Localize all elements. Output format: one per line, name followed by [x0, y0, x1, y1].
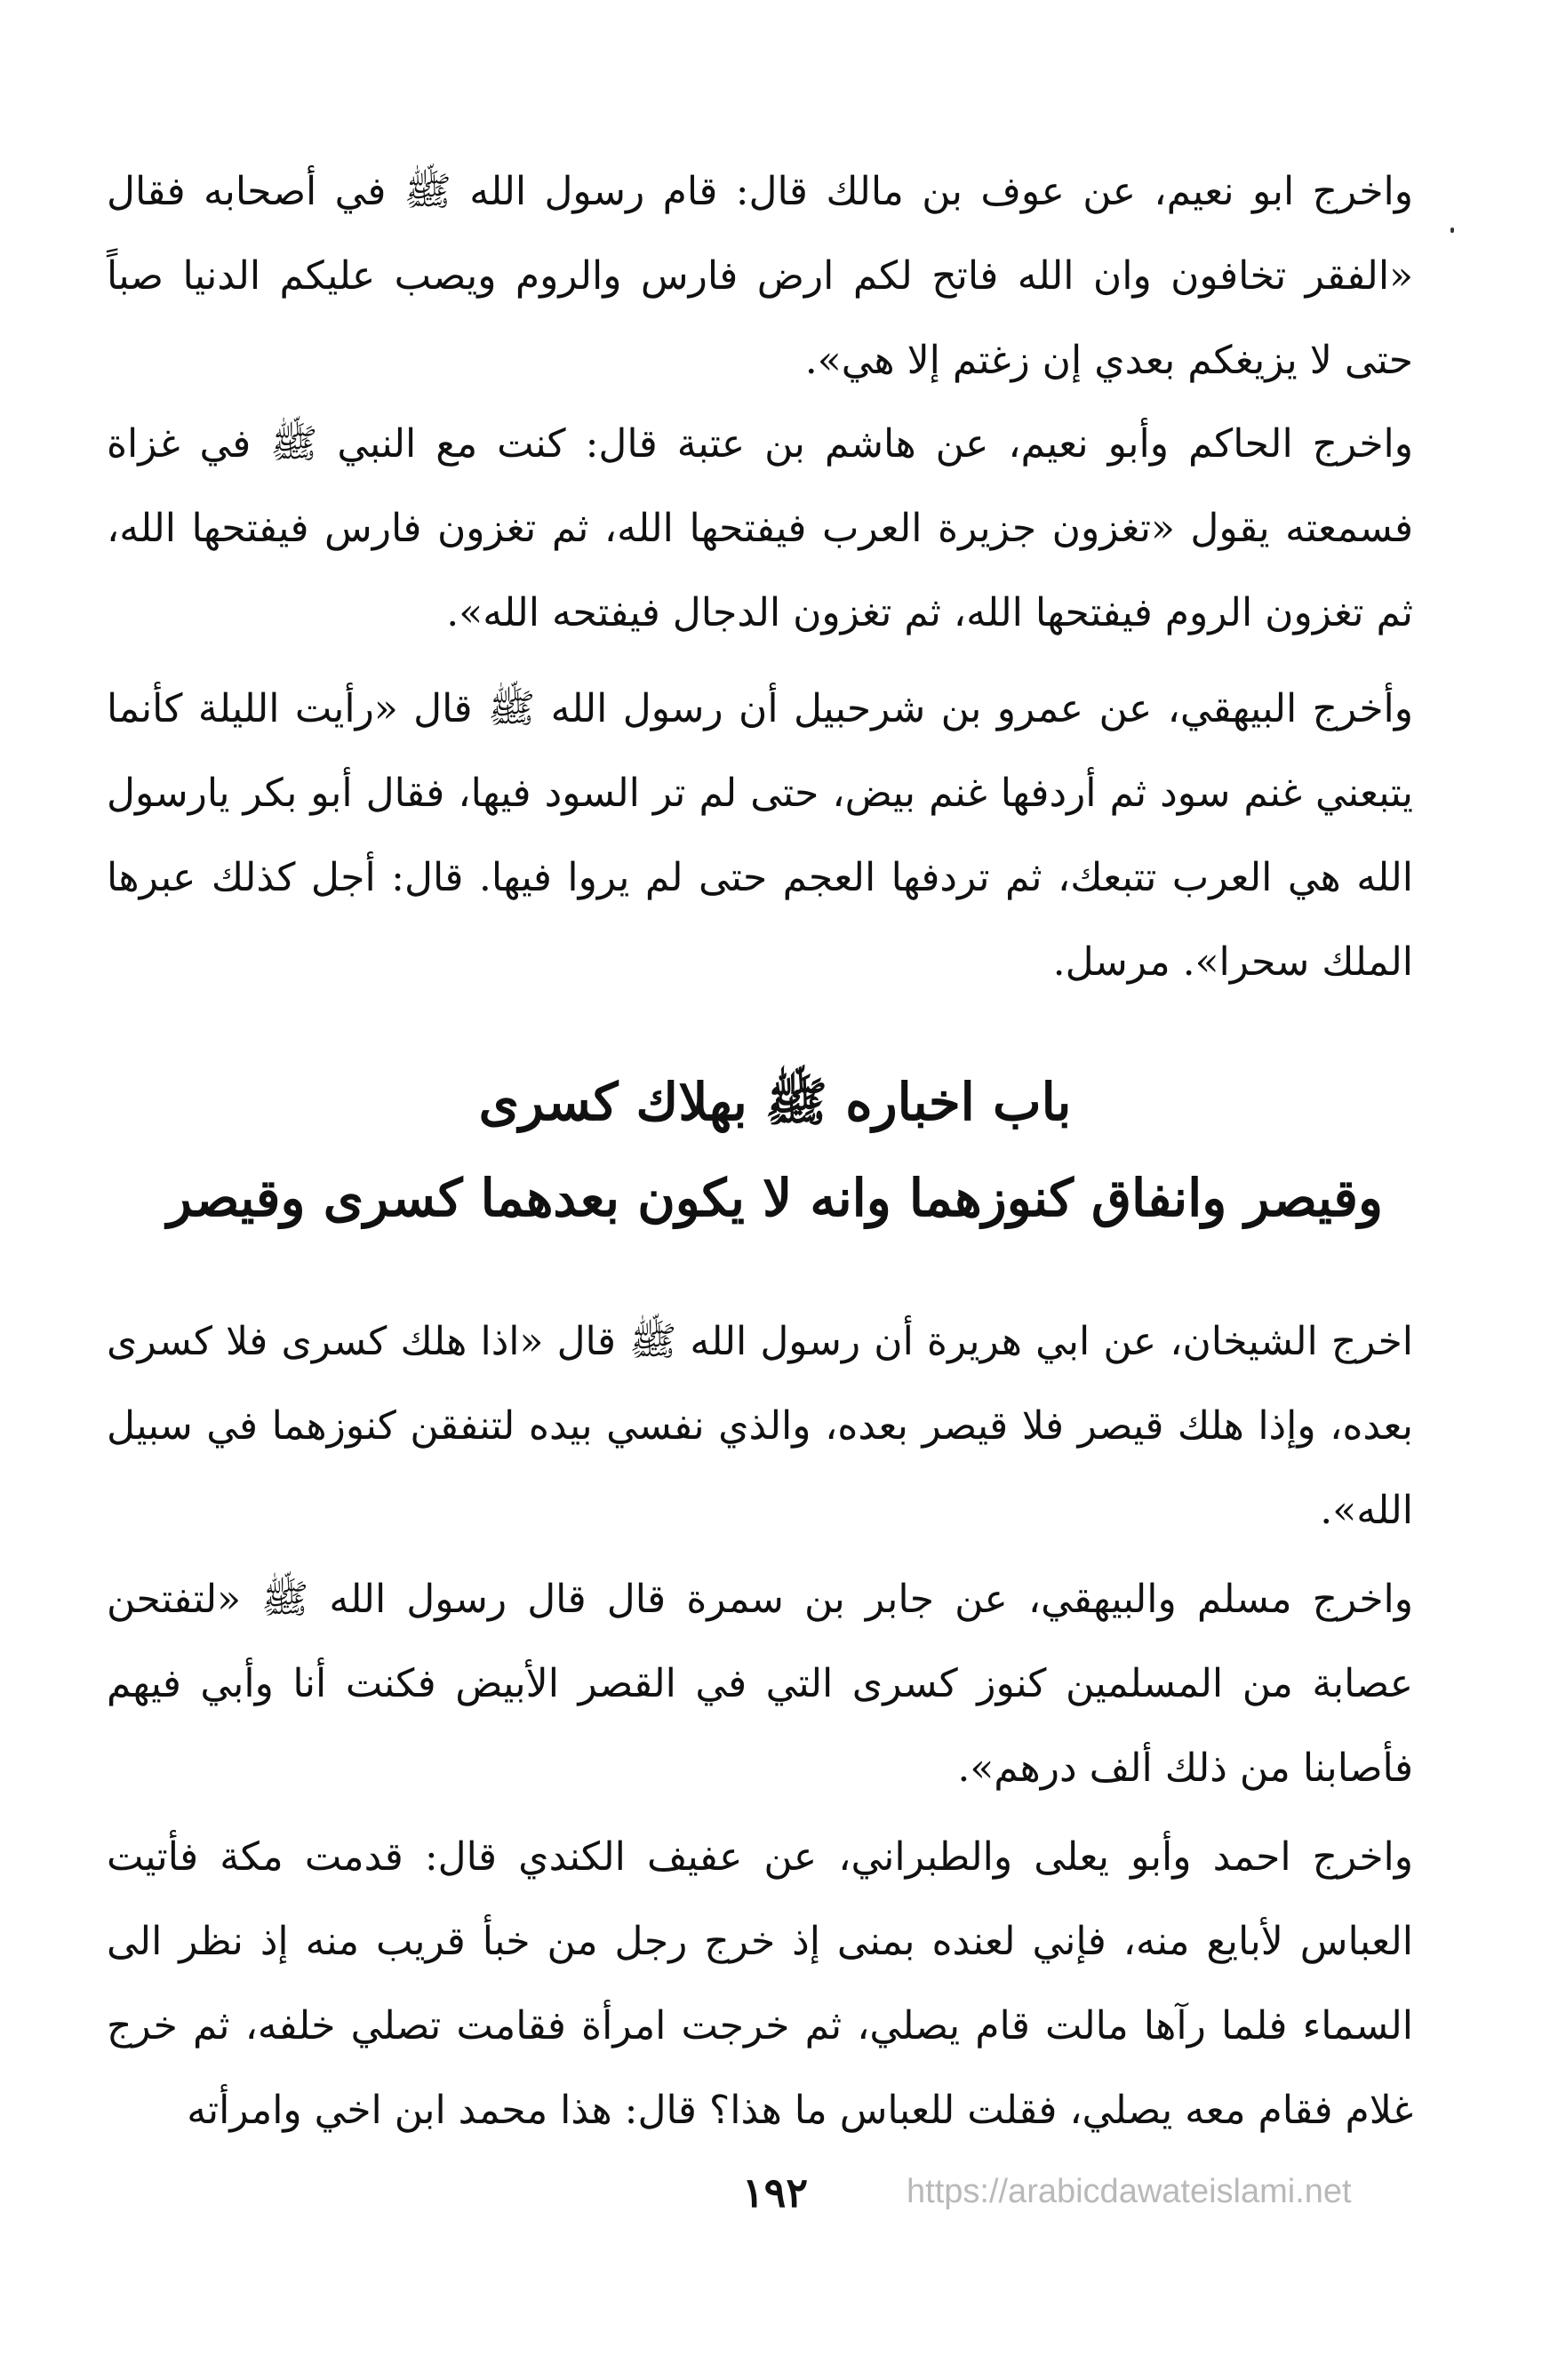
- chapter-heading-line-1: باب اخباره ﷺ بهلاك كسرى: [478, 1072, 1072, 1132]
- watermark-url: https://arabicdawateislami.net: [907, 2173, 1352, 2210]
- paragraph-ahmad-afif: واخرج احمد وأبو يعلى والطبراني، عن عفيف الكندي قال: قدمت مكة فأتيت العباس لأبايع منه، فإني لعنده بمنى إذ خرج رجل من خبأ قريب منه إذ نظر الى السماء فلما رآها مالت قام يصلي، ثم خرجت امرأة فقامت تصلي خلفه، ثم خرج غلام فقام معه يصلي، فقلت للعباس ما هذا؟ قال: هذا محمد ابن اخي وامرأته: [107, 1834, 1413, 2133]
- paragraph-muslim-jabir: واخرج مسلم والبيهقي، عن جابر بن سمرة قال قال رسول الله ﷺ «لتفتحن عصابة من المسلمين كنوز كسرى التي في القصر الأبيض فكنت أنا وأبي فيهم فأصابنا من ذلك ألف درهم».: [107, 1577, 1413, 1791]
- chapter-heading-line-2: وقيصر وانفاق كنوزهما وانه لا يكون بعدهما كسرى وقيصر: [166, 1168, 1384, 1228]
- paragraph-bayhaqi-amr: وأخرج البيهقي، عن عمرو بن شرحبيل أن رسول الله ﷺ قال «رأيت الليلة كأنما يتبعني غنم سود ثم أردفها غنم بيض، حتى لم تر السود فيها، فقال أبو بكر يارسول الله هي العرب تتبعك، ثم تردفها العجم حتى لم يروا فيها. قال: أجل كذلك عبرها الملك سحرا». مرسل.: [107, 686, 1413, 985]
- page-number: ١٩٢: [741, 2168, 809, 2216]
- paragraph-hakim-hashim: واخرج الحاكم وأبو نعيم، عن هاشم بن عتبة قال: كنت مع النبي ﷺ في غزاة فسمعته يقول «تغزون جزيرة العرب فيفتحها الله، ثم تغزون فارس فيفتحها الله، ثم تغزون الروم فيفتحها الله، ثم تغزون الدجال فيفتحه الله».: [107, 421, 1413, 635]
- print-speck: [1450, 228, 1454, 233]
- paragraph-shaykhan-abu-hurayra: اخرج الشيخان، عن ابي هريرة أن رسول الله ﷺ قال «اذا هلك كسرى فلا كسرى بعده، وإذا هلك قيصر فلا قيصر بعده، والذي نفسي بيده لتنفقن كنوزهما في سبيل الله».: [107, 1319, 1413, 1533]
- paragraph-abu-nuaym-awf: واخرج ابو نعيم، عن عوف بن مالك قال: قام رسول الله ﷺ في أصحابه فقال «الفقر تخافون وان الله فاتح لكم ارض فارس والروم ويصب عليكم الدنيا صباً حتى لا يزيغكم بعدي إن زغتم إلا هي».: [107, 169, 1413, 383]
